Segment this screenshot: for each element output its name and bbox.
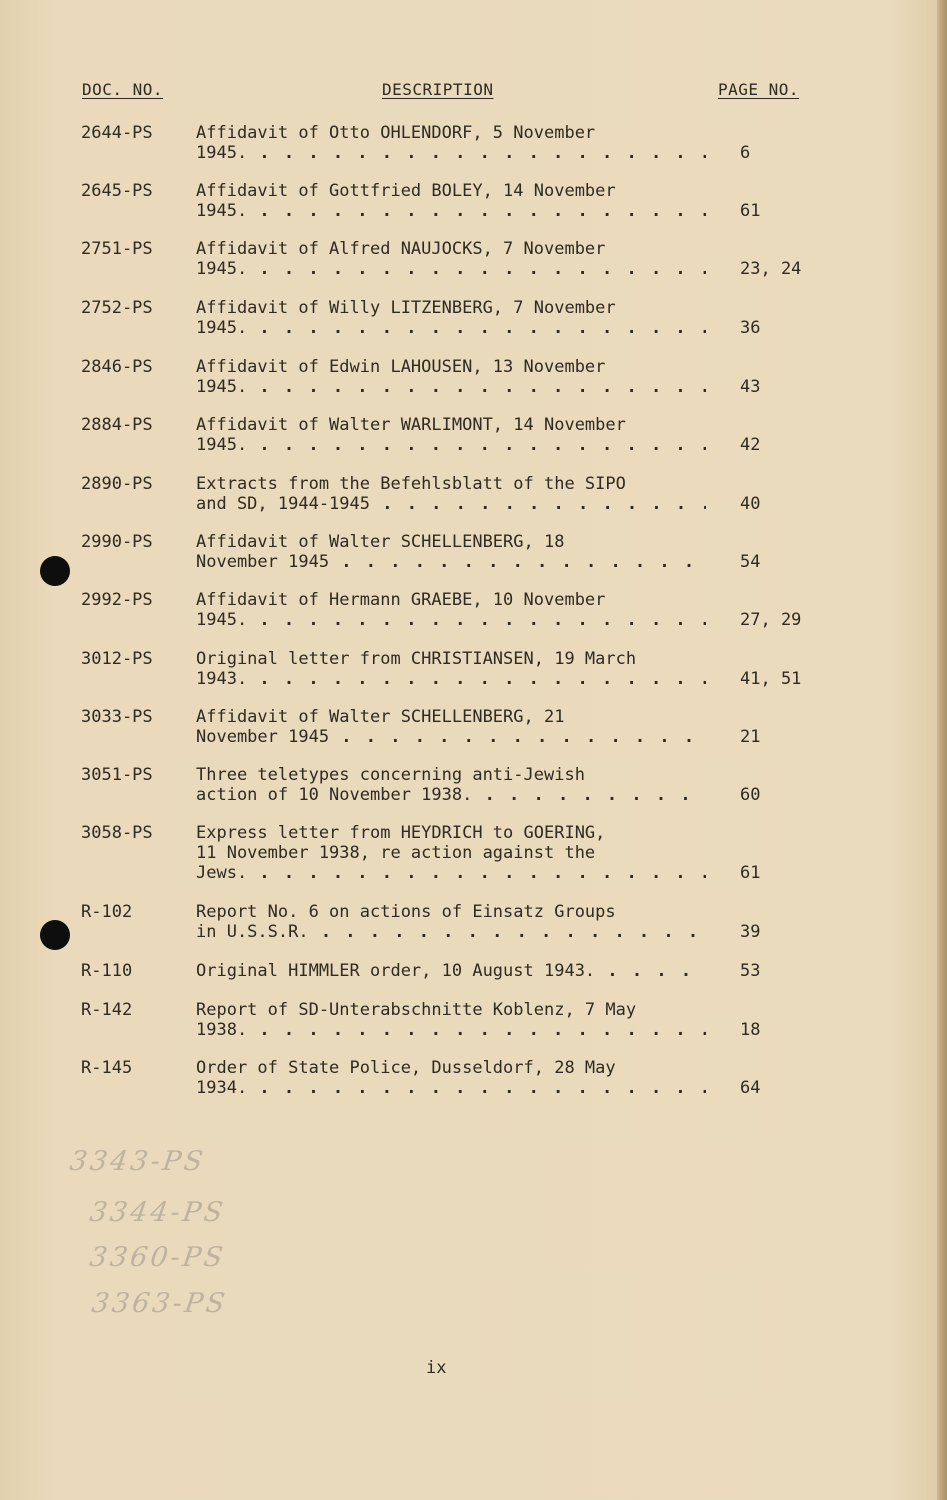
doc-number: R-142 [81, 1000, 133, 1020]
description-line: Order of State Police, Dusseldorf, 28 May [196, 1058, 616, 1078]
page-reference: 42 [740, 435, 761, 455]
description [196, 298, 706, 338]
page-reference: 27, 29 [740, 610, 802, 630]
page-reference: 23, 24 [740, 259, 802, 279]
doc-number: 2751-PS [81, 239, 153, 259]
description-line: Affidavit of Walter WARLIMONT, 14 November [196, 415, 626, 435]
handwritten-note: 3343-PS [67, 1146, 208, 1177]
page-reference: 43 [740, 377, 761, 397]
description-line: 1945. . . . [196, 259, 706, 279]
description-line: Affidavit of Walter SCHELLENBERG, 21 [196, 707, 565, 727]
page-reference: 36 [740, 318, 761, 338]
page-reference: 41, 51 [740, 669, 802, 689]
description [196, 474, 706, 514]
description [196, 1058, 706, 1098]
description [196, 902, 706, 942]
description-line: Affidavit of Willy LITZENBERG, 7 November [196, 298, 616, 318]
description-line: 1945. . . . [196, 377, 706, 397]
description-line: November 1945 . . . [196, 552, 706, 572]
description-line: Report No. 6 on actions of Einsatz Groups [196, 902, 616, 922]
description-line: Affidavit of Alfred NAUJOCKS, 7 November [196, 239, 606, 259]
doc-number: 2644-PS [81, 123, 153, 143]
description-line: Extracts from the Befehlsblatt of the SIPO [196, 474, 626, 494]
description [196, 181, 706, 221]
page-reference: 6 [740, 143, 751, 163]
column-header-page-no: PAGE NO. [718, 80, 800, 99]
description-line: Affidavit of Otto OHLENDORF, 5 November [196, 123, 596, 143]
doc-number: 2752-PS [81, 298, 153, 318]
punch-hole [40, 920, 70, 950]
page-number: ix [426, 1358, 447, 1378]
doc-number: R-145 [81, 1058, 133, 1078]
page-reference: 39 [740, 922, 761, 942]
description-line: Affidavit of Edwin LAHOUSEN, 13 November [196, 357, 606, 377]
doc-number: 2645-PS [81, 181, 153, 201]
description-line: and SD, 1944-1945 . . . [196, 494, 706, 514]
description-line: Report of SD-Unterabschnitte Koblenz, 7 May [196, 1000, 637, 1020]
description [196, 1000, 706, 1040]
description [196, 707, 706, 747]
description [196, 357, 706, 397]
column-header-description: DESCRIPTION [382, 80, 494, 99]
description-line: in U.S.S.R. . . . [196, 922, 706, 942]
page-reference: 61 [740, 863, 761, 883]
description [196, 649, 706, 689]
description-line: Affidavit of Walter SCHELLENBERG, 18 [196, 532, 565, 552]
description-line: 1945. . . . [196, 201, 706, 221]
description-line: 1934. . . . [196, 1078, 706, 1098]
page-reference: 18 [740, 1020, 761, 1040]
doc-number: 2890-PS [81, 474, 153, 494]
description-line: 1943. . . . [196, 669, 706, 689]
description [196, 415, 706, 455]
description [196, 765, 706, 805]
description-line: Original letter from CHRISTIANSEN, 19 March [196, 649, 637, 669]
column-header-doc-no: DOC. NO. [82, 80, 164, 99]
page-reference: 40 [740, 494, 761, 514]
description [196, 823, 706, 883]
description [196, 123, 706, 163]
page-reference: 60 [740, 785, 761, 805]
description-line: 11 November 1938, re action against the [196, 843, 596, 863]
description-line: 1938. . . . [196, 1020, 706, 1040]
doc-number: 3051-PS [81, 765, 153, 785]
doc-number: 3058-PS [81, 823, 153, 843]
description-line: 1945. . . . [196, 610, 706, 630]
description [196, 532, 706, 572]
description-line: action of 10 November 1938. . . . [196, 785, 706, 805]
page-reference: 64 [740, 1078, 761, 1098]
description-line: Jews. . . . [196, 863, 706, 883]
doc-number: 2990-PS [81, 532, 153, 552]
doc-number: 3012-PS [81, 649, 153, 669]
description [196, 590, 706, 630]
description-line: Three teletypes concerning anti-Jewish [196, 765, 585, 785]
handwritten-note: 3363-PS [89, 1288, 230, 1319]
doc-number: R-110 [81, 961, 133, 981]
page-reference: 21 [740, 727, 761, 747]
page-edge [937, 0, 947, 1500]
handwritten-note: 3344-PS [87, 1197, 228, 1228]
page-reference: 53 [740, 961, 761, 981]
handwritten-note: 3360-PS [87, 1242, 228, 1273]
punch-hole [40, 556, 70, 586]
description-line: Affidavit of Gottfried BOLEY, 14 November [196, 181, 616, 201]
page-reference: 61 [740, 201, 761, 221]
description-line: Affidavit of Hermann GRAEBE, 10 November [196, 590, 606, 610]
description-line: November 1945 . . . [196, 727, 706, 747]
description-line: Express letter from HEYDRICH to GOERING, [196, 823, 606, 843]
page-reference: 54 [740, 552, 761, 572]
doc-number: 2992-PS [81, 590, 153, 610]
description-line: Original HIMMLER order, 10 August 1943. . . . [196, 961, 706, 981]
description-line: 1945. . . . [196, 318, 706, 338]
description-line: 1945. . . . [196, 143, 706, 163]
doc-number: 3033-PS [81, 707, 153, 727]
doc-number: 2884-PS [81, 415, 153, 435]
doc-number: 2846-PS [81, 357, 153, 377]
description [196, 961, 706, 981]
description [196, 239, 706, 279]
doc-number: R-102 [81, 902, 133, 922]
description-line: 1945. . . . [196, 435, 706, 455]
